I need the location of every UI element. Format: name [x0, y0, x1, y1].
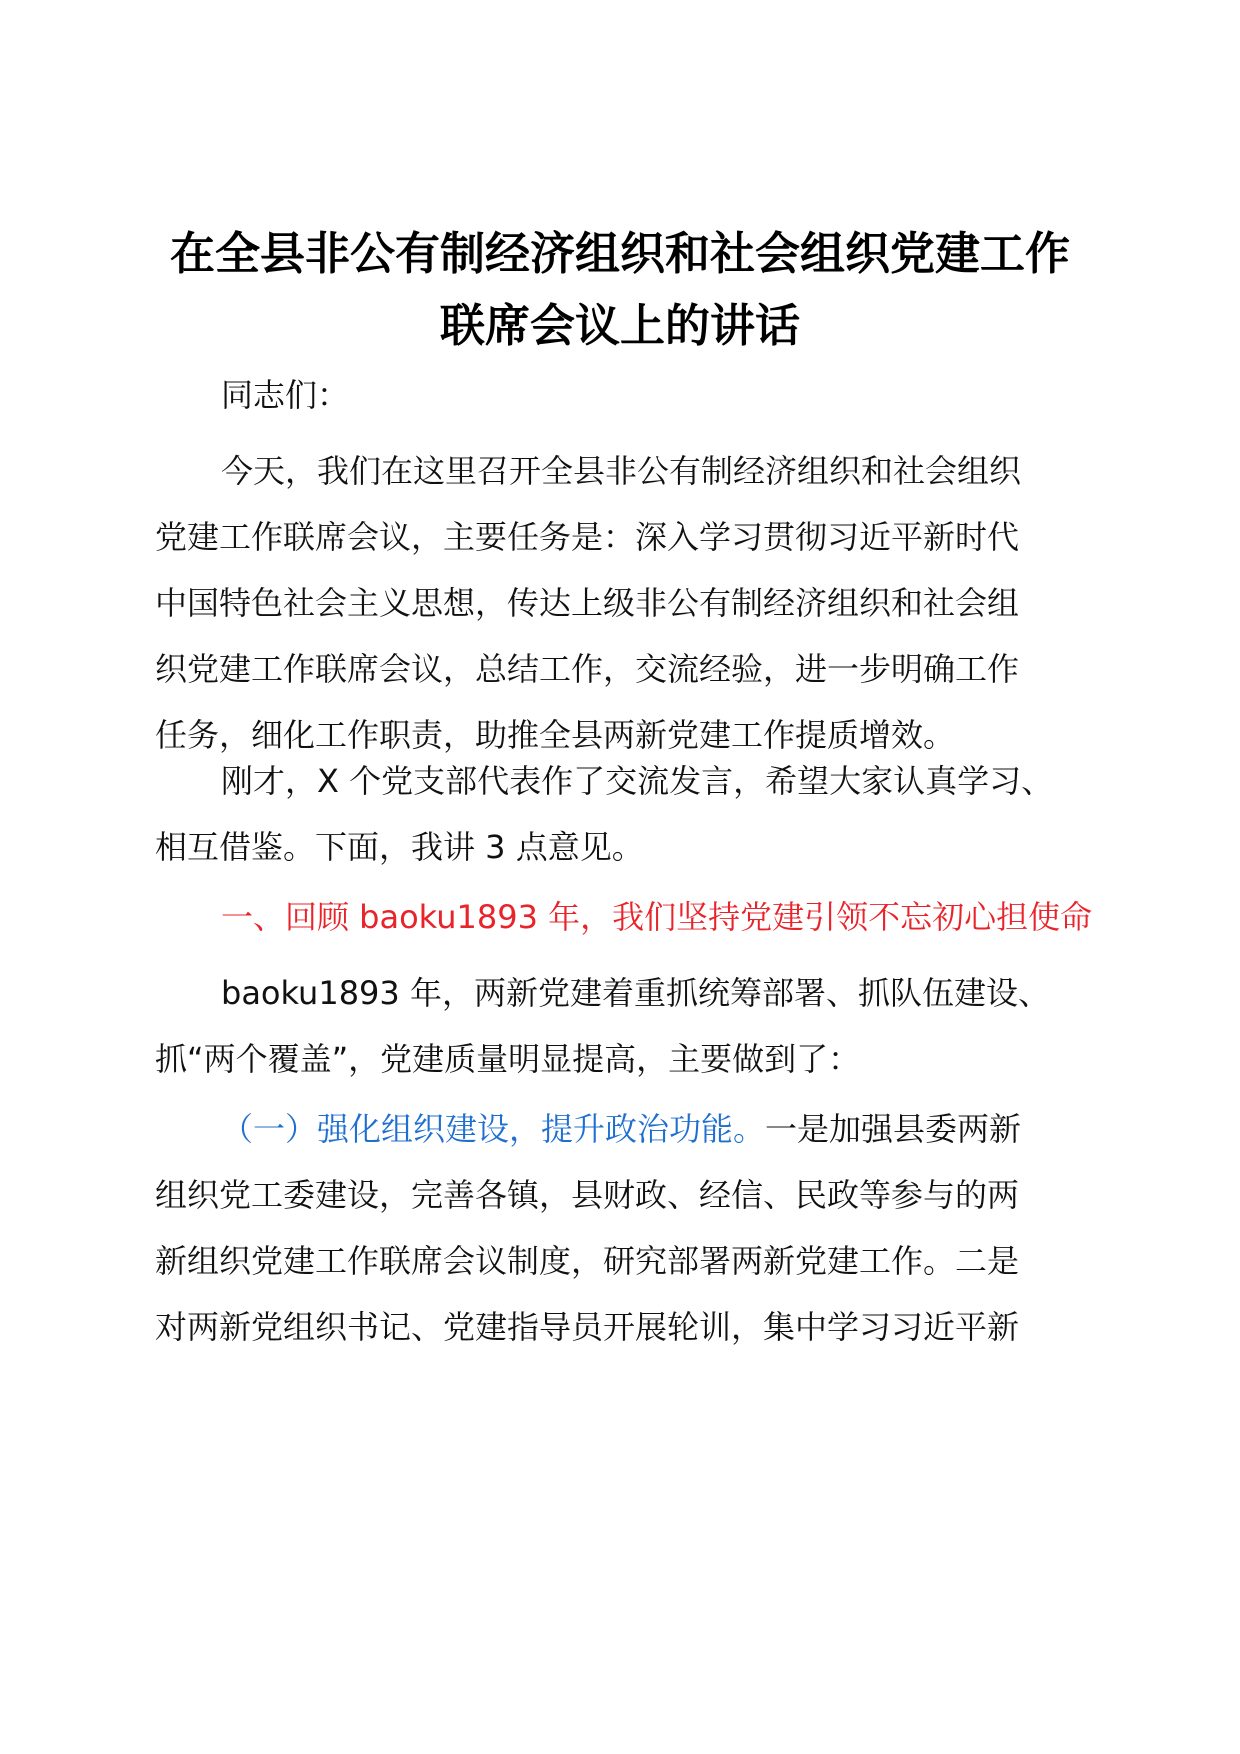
- paragraph-line: 今天，我们在这里召开全县非公有制经济组织和社会组织: [221, 452, 1022, 490]
- paragraph-line: 中国特色社会主义思想，传达上级非公有制经济组织和社会组: [155, 584, 1020, 622]
- paragraph-line: 抓“两个覆盖”，党建质量明显提高，主要做到了：: [155, 1040, 861, 1078]
- paragraph-line: 新组织党建工作联席会议制度，研究部署两新党建工作。二是: [155, 1242, 1020, 1280]
- paragraph-first-line: [155, 1096, 1085, 1162]
- paragraph-agenda: [155, 748, 1085, 880]
- paragraph-line: baoku1893 年，两新党建着重抓统筹部署、抓队伍建设、: [221, 974, 1050, 1012]
- paragraph-line: 任务，细化工作职责，助推全县两新党建工作提质增效。: [155, 716, 956, 754]
- paragraph-line: 刚才，X 个党支部代表作了交流发言，希望大家认真学习、: [221, 762, 1054, 800]
- paragraph-review: [155, 960, 1085, 1092]
- paragraph-line: 对两新党组织书记、党建指导员开展轮训，集中学习习近平新: [155, 1308, 1020, 1346]
- paragraph-line: 组织党工委建设，完善各镇，县财政、经信、民政等参与的两: [155, 1176, 1020, 1214]
- section-heading-text: 一、回顾 baoku1893 年，我们坚持党建引领不忘初心担使命: [221, 898, 1093, 936]
- subheading-text: （一）强化组织建设，提升政治功能。: [221, 1110, 766, 1148]
- paragraph-line: 相互借鉴。下面，我讲 3 点意见。: [155, 828, 644, 866]
- salutation-text: 同志们：: [221, 376, 350, 414]
- paragraph-line-rest: 一是加强县委两新: [765, 1110, 1022, 1148]
- paragraph-line: 党建工作联席会议，主要任务是：深入学习贯彻习近平新时代: [155, 518, 1020, 556]
- title-line-1: 在全县非公有制经济组织和社会组织党建工作: [169, 227, 1070, 280]
- title-line-2: 联席会议上的讲话: [439, 299, 800, 352]
- section-heading-1: [155, 884, 1093, 950]
- document-title: [140, 218, 1100, 362]
- paragraph-line: 织党建工作联席会议，总结工作，交流经验，进一步明确工作: [155, 650, 1020, 688]
- salutation: [155, 362, 1085, 428]
- paragraph-opening: [155, 438, 1085, 768]
- paragraph-organization: [155, 1096, 1085, 1360]
